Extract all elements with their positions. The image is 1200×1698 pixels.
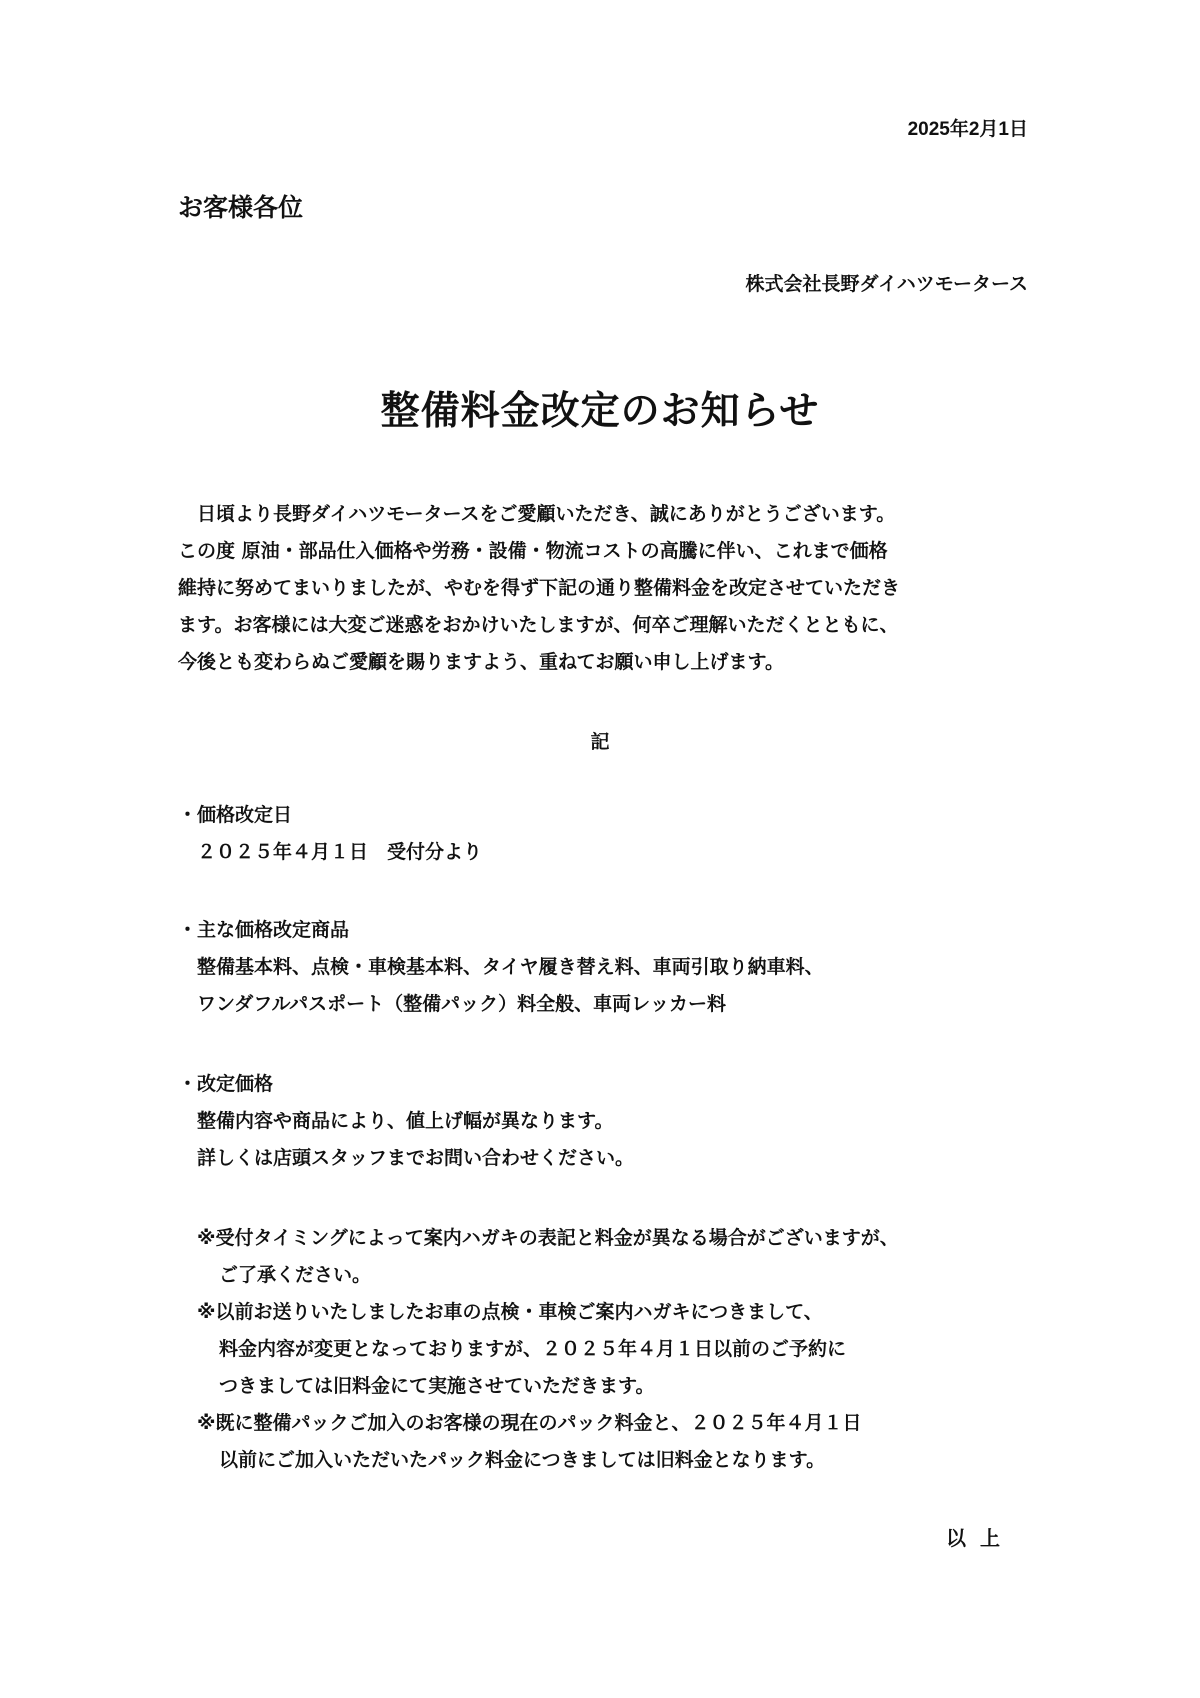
section-item: 整備内容や商品により、値上げ幅が異なります。 [197,1110,614,1132]
note-line: ※受付タイミングによって案内ハガキの表記と料金が異なる場合がございますが、 [197,1227,899,1249]
section-revised-price [178,1066,634,1177]
closing-mark: 以上 [946,1526,1014,1550]
body-line: 維持に努めてまいりましたが、やむを得ず下記の通り整備料金を改定させていただき [178,577,901,599]
section-revised-products [178,912,824,1023]
document-date: 2025年2月1日 [907,119,1028,140]
note-continuation: 料金内容が変更となっておりますが、２０２５年４月１日以前のご予約に [219,1338,847,1360]
section-item: ワンダフルパスポート（整備パック）料全般、車両レッカー料 [197,993,726,1015]
body-line: この度 原油・部品仕入価格や労務・設備・物流コストの高騰に伴い、これまで価格 [178,540,888,562]
section-heading: ・改定価格 [178,1073,274,1095]
section-item: 詳しくは店頭スタッフまでお問い合わせください。 [197,1147,635,1169]
note-continuation: ご了承ください。 [219,1264,372,1286]
document-title: 整備料金改定のお知らせ [380,389,820,434]
notes-block [197,1220,899,1479]
body-line: ます。お客様には大変ご迷惑をおかけいたしますが、何卒ご理解いただくとともに、 [178,614,899,636]
sender-company: 株式会社長野ダイハツモータース [745,273,1028,295]
note-continuation: つきましては旧料金にて実施させていただきます。 [219,1375,655,1397]
section-item: ２０２５年４月１日 受付分より [197,841,483,863]
ki-marker: 記 [590,731,610,753]
section-item: 整備基本料、点検・車検基本料、タイヤ履き替え料、車両引取り納車料、 [197,956,824,978]
note-continuation: 以前にご加入いただいたパック料金につきましては旧料金となります。 [219,1449,826,1471]
body-line: 日頃より長野ダイハツモータースをご愛顧いただき、誠にありがとうございます。 [197,503,896,525]
section-heading: ・主な価格改定商品 [178,919,350,941]
section-revision-date [178,797,482,871]
body-paragraph [178,496,1058,681]
recipient-line: お客様各位 [178,193,304,222]
note-line: ※以前お送りいたしましたお車の点検・車検ご案内ハガキにつきまして、 [197,1301,823,1323]
body-line: 今後とも変わらぬご愛顧を賜りますよう、重ねてお願い申し上げます。 [178,651,785,673]
note-line: ※既に整備パックご加入のお客様の現在のパック料金と、２０２５年４月１日 [197,1412,862,1434]
section-heading: ・価格改定日 [178,804,293,826]
